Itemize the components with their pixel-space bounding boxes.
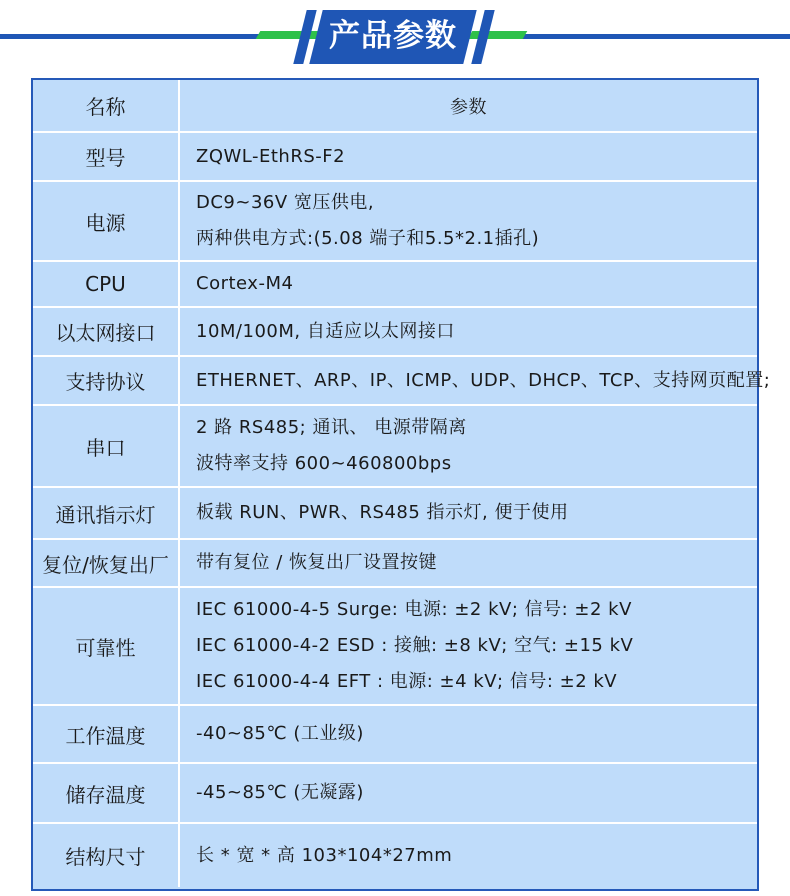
param-value-line: -45~85℃ (无凝露) [196, 782, 364, 803]
param-name: 储存温度 [33, 763, 179, 823]
param-value [179, 181, 757, 261]
param-value [179, 539, 757, 587]
param-value [179, 356, 771, 405]
param-value-line: 板载 RUN、PWR、RS485 指示灯, 便于使用 [196, 502, 569, 523]
param-value-line: ZQWL-EthRS-F2 [196, 145, 346, 167]
param-value [179, 261, 757, 307]
param-name: 工作温度 [33, 705, 179, 763]
param-value [179, 587, 757, 705]
param-value [179, 132, 757, 181]
param-value-line: Cortex-M4 [196, 273, 294, 294]
column-header-value: 参数 [179, 80, 757, 132]
param-value-line: -40~85℃ (工业级) [196, 723, 364, 744]
param-value-line: ETHERNET、ARP、IP、ICMP、UDP、DHCP、TCP、支持网页配置; [196, 369, 771, 391]
page-title: 产品参数 [329, 18, 457, 54]
param-name: 以太网接口 [33, 307, 179, 356]
param-value-line: IEC 61000-4-4 EFT : 电源: ±4 kV; 信号: ±2 kV [196, 671, 618, 692]
param-value [179, 705, 757, 763]
table-row [33, 261, 757, 307]
param-value-line: 10M/100M, 自适应以太网接口 [196, 320, 455, 342]
param-value-line: 两种供电方式:(5.08 端子和5.5*2.1插孔) [196, 228, 540, 249]
param-value [179, 823, 757, 887]
param-value-line: IEC 61000-4-5 Surge: 电源: ±2 kV; 信号: ±2 kV [196, 599, 632, 620]
param-value-line: 带有复位 / 恢复出厂设置按键 [196, 552, 438, 573]
column-header-name: 名称 [33, 80, 179, 132]
param-value-line: DC9~36V 宽压供电, [196, 192, 375, 213]
param-name: 复位/恢复出厂 [33, 539, 179, 587]
param-value-line: 长 * 宽 * 高 103*104*27mm [196, 844, 453, 866]
spec-table-body [33, 80, 771, 887]
param-name: 通讯指示灯 [33, 487, 179, 539]
table-row [33, 763, 757, 823]
table-row [33, 356, 757, 405]
table-row [33, 487, 757, 539]
table-row [33, 181, 757, 261]
param-name: CPU [33, 261, 179, 307]
param-value [179, 763, 757, 823]
param-name: 电源 [33, 181, 179, 261]
param-value-line: 波特率支持 600~460800bps [196, 453, 452, 474]
table-row [33, 405, 757, 487]
param-name: 型号 [33, 132, 179, 181]
param-value-line: 2 路 RS485; 通讯、 电源带隔离 [196, 417, 467, 438]
table-row [33, 132, 757, 181]
param-value [179, 307, 757, 356]
table-row [33, 587, 757, 705]
table-row [33, 823, 757, 887]
param-name: 串口 [33, 405, 179, 487]
table-row [33, 307, 757, 356]
table-header-row [33, 80, 757, 132]
param-value [179, 487, 757, 539]
section-header [0, 0, 790, 80]
table-row [33, 539, 757, 587]
param-name: 结构尺寸 [33, 823, 179, 887]
param-value [179, 405, 757, 487]
param-name: 支持协议 [33, 356, 179, 405]
param-value-line: IEC 61000-4-2 ESD : 接触: ±8 kV; 空气: ±15 kV [196, 635, 634, 656]
table-row [33, 705, 757, 763]
spec-table [31, 78, 771, 891]
param-name: 可靠性 [33, 587, 179, 705]
